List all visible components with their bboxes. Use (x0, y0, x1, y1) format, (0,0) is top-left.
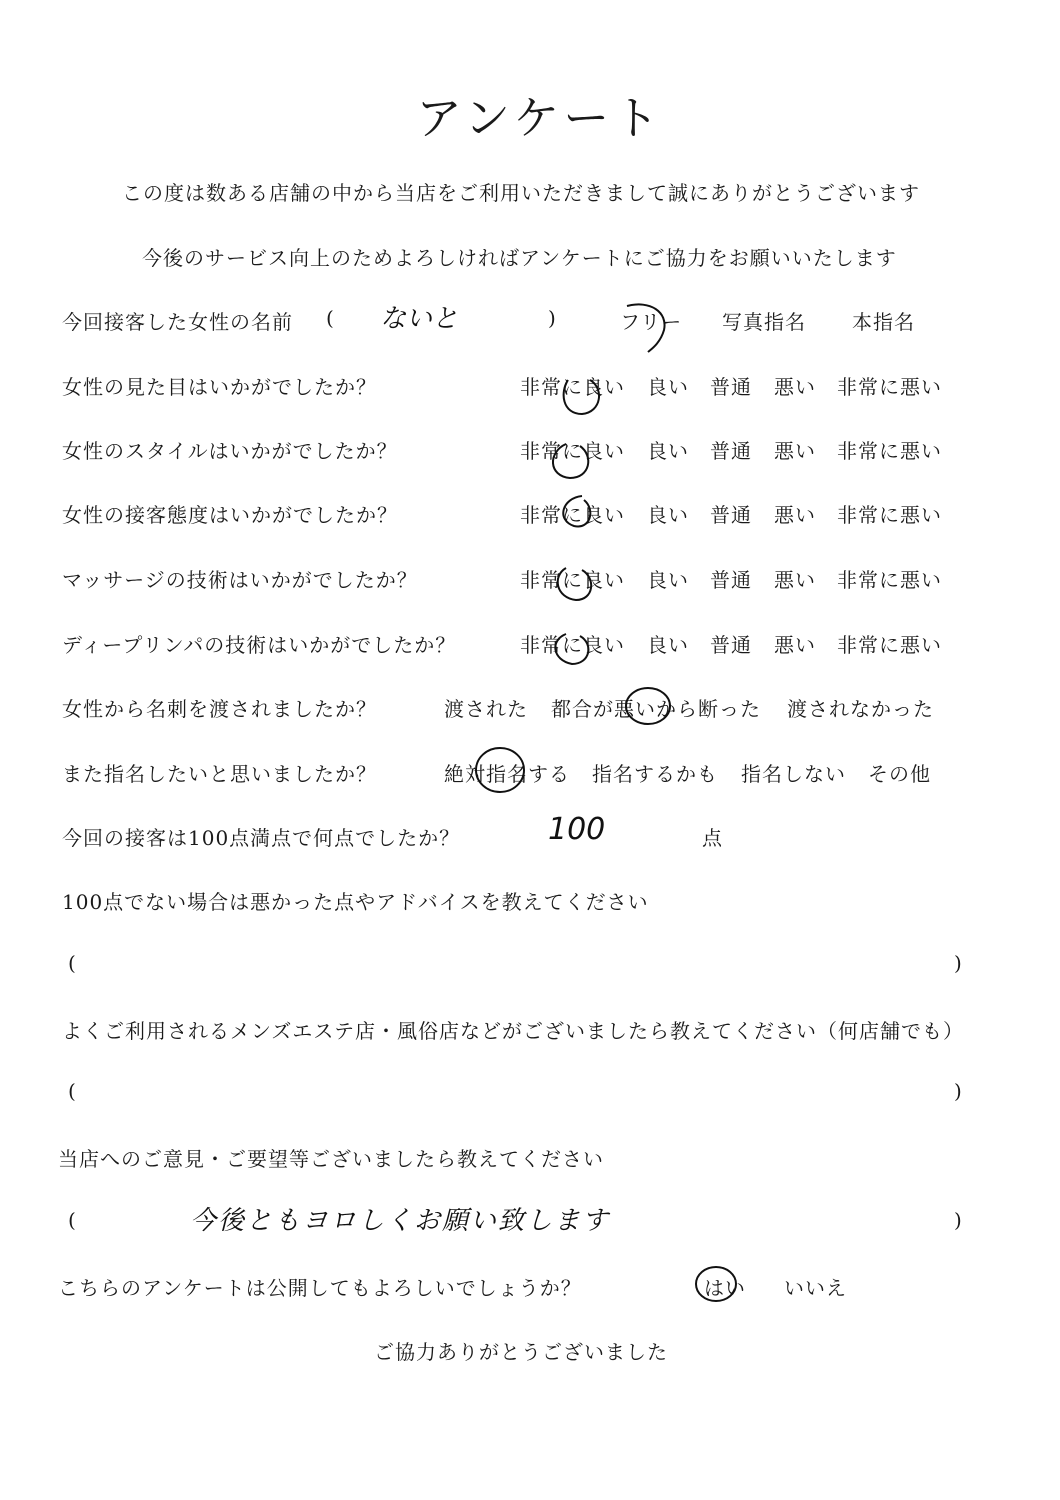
closing-message: ご協力ありがとうございました (374, 1340, 668, 1364)
question-shops-label: よくご利用されるメンズエステ店・風俗店などがございましたら教えてください（何店舗でも） (62, 1019, 964, 1043)
again-option: その他 (868, 762, 931, 786)
rating-option: 非常に悪い (837, 439, 942, 463)
shops-paren-open: ( (68, 1079, 77, 1103)
rating-option: 悪い (774, 568, 816, 592)
rating-option: 良い (647, 375, 689, 399)
rating-option: 非常に悪い (837, 503, 942, 527)
rating-option: 非常に良い (520, 375, 625, 399)
rating-option: 悪い (774, 633, 816, 657)
option-regular-nomination: 本指名 (852, 310, 915, 334)
rating-option: 悪い (774, 375, 816, 399)
advice-paren-close: ) (954, 951, 963, 975)
publish-option-no: いいえ (784, 1276, 847, 1300)
rating-option: 普通 (710, 503, 752, 527)
rating-option: 普通 (710, 633, 752, 657)
card-option: 渡されなかった (787, 697, 934, 721)
again-option: 指名するかも (592, 762, 718, 786)
question-opinion-label: 当店へのご意見・ご要望等ございましたら教えてください (58, 1147, 604, 1171)
question-card-label: 女性から名刺を渡されましたか？ (62, 697, 377, 721)
rating-option: 普通 (710, 375, 752, 399)
opinion-paren-close: ) (954, 1208, 963, 1232)
question-style-label: 女性のスタイルはいかがでしたか？ (62, 439, 398, 463)
paren-close: ) (548, 306, 557, 330)
again-options-row (444, 758, 931, 787)
rating-option: 非常に良い (520, 568, 625, 592)
option-free: フリー (620, 310, 683, 334)
advice-paren-open: ( (68, 951, 77, 975)
paren-open: ( (326, 306, 335, 330)
intro-line-1: この度は数ある店舗の中から当店をご利用いただきまして誠にありがとうございます (122, 181, 920, 205)
question-publish-label: こちらのアンケートは公開してもよろしいでしょうか？ (58, 1276, 582, 1300)
rating-options-row (520, 629, 942, 658)
rating-options-row (520, 564, 942, 593)
opinion-answer: 今後ともヨロしくお願い致します (190, 1206, 611, 1236)
rating-options-row (520, 499, 942, 528)
shops-paren-close: ) (954, 1079, 963, 1103)
rating-options-row (520, 435, 942, 464)
rating-option: 非常に良い (520, 439, 625, 463)
question-appearance-label: 女性の見た目はいかがでしたか？ (62, 375, 377, 399)
score-unit: 点 (702, 826, 723, 850)
rating-option: 悪い (774, 439, 816, 463)
rating-option: 非常に良い (520, 633, 625, 657)
again-option: 絶対指名する (444, 762, 570, 786)
card-option: 渡された (444, 697, 528, 721)
rating-option: 非常に悪い (837, 633, 942, 657)
rating-option: 普通 (710, 568, 752, 592)
rating-option: 良い (647, 633, 689, 657)
rating-option: 普通 (710, 439, 752, 463)
card-option: 都合が悪いから断った (551, 697, 761, 721)
rating-options-row (520, 371, 942, 400)
intro-line-2: 今後のサービス向上のためよろしければアンケートにご協力をお願いいたします (142, 246, 897, 270)
rating-option: 悪い (774, 503, 816, 527)
score-answer: 100 (548, 812, 606, 847)
rating-option: 非常に悪い (837, 568, 942, 592)
again-option: 指名しない (741, 762, 846, 786)
question-name-label: 今回接客した女性の名前 (62, 310, 293, 334)
survey-title: アンケート (416, 91, 664, 145)
question-massage-label: マッサージの技術はいかがでしたか？ (62, 568, 418, 592)
publish-option-yes: はい (704, 1276, 746, 1300)
option-photo-nomination: 写真指名 (722, 310, 806, 334)
card-options-row (444, 693, 934, 722)
name-answer: ないと (380, 304, 459, 334)
question-score-label: 今回の接客は100点満点で何点でしたか？ (62, 826, 461, 850)
rating-option: 良い (647, 439, 689, 463)
rating-option: 非常に悪い (837, 375, 942, 399)
question-lymph-label: ディープリンパの技術はいかがでしたか？ (62, 633, 457, 657)
rating-option: 非常に良い (520, 503, 625, 527)
opinion-paren-open: ( (68, 1208, 77, 1232)
question-again-label: また指名したいと思いましたか？ (62, 762, 377, 786)
rating-option: 良い (647, 568, 689, 592)
rating-option: 良い (647, 503, 689, 527)
question-attitude-label: 女性の接客態度はいかがでしたか？ (62, 503, 398, 527)
question-advice-label: 100点でない場合は悪かった点やアドバイスを教えてください (62, 890, 649, 914)
